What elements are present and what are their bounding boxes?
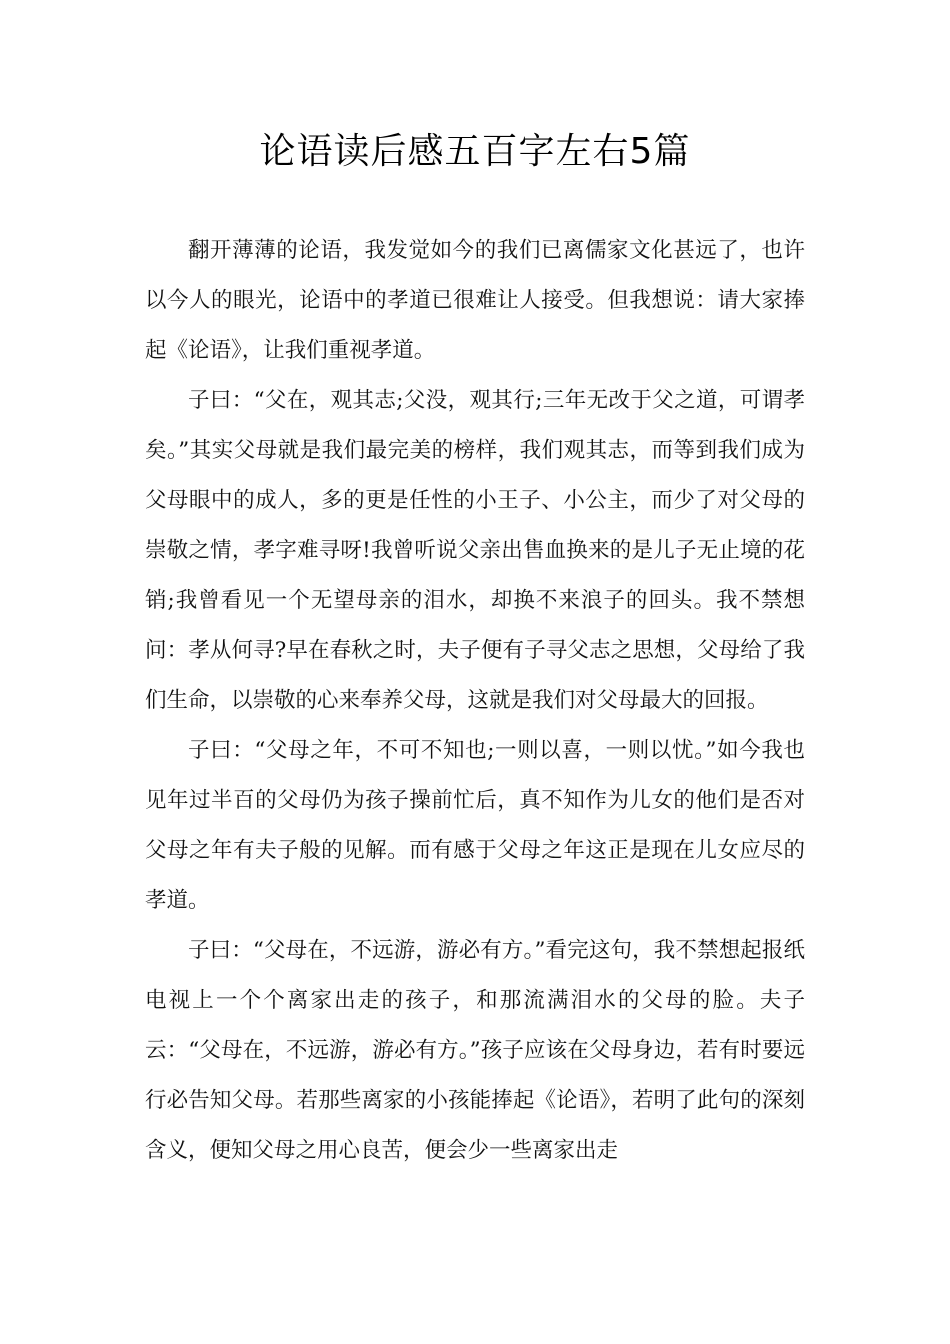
document-title: 论语读后感五百字左右5篇 xyxy=(259,131,691,172)
paragraph-1: 翻开薄薄的论语，我发觉如今的我们已离儒家文化甚远了，也许以今人的眼光，论语中的孝道已很难让人接受。但我想说：请大家捧起《论语》，让我们重视孝道。 xyxy=(145,238,805,363)
document-body xyxy=(145,226,805,1176)
paragraph-3: 子曰：“父母之年，不可不知也;一则以喜，一则以忧。”如今我也见年过半百的父母仍为孩子操前忙后，真不知作为儿女的他们是否对父母之年有夫子般的见解。而有感于父母之年这正是现在儿女应尽的孝道。 xyxy=(145,738,805,913)
paragraph-2: 子曰：“父在，观其志;父没，观其行;三年无改于父之道，可谓孝矣。”其实父母就是我们最完美的榜样，我们观其志，而等到我们成为父母眼中的成人，多的更是任性的小王子、小公主，而少了对父母的崇敬之情，孝字难寻呀!我曾听说父亲出售血换来的是儿子无止境的花销;我曾看见一个无望母亲的泪水，却换不来浪子的回头。我不禁想问：孝从何寻?早在春秋之时，夫子便有子寻父志之思想，父母给了我们生命，以崇敬的心来奉养父母，这就是我们对父母最大的回报。 xyxy=(145,388,805,713)
paragraph-4: 子曰：“父母在，不远游，游必有方。”看完这句，我不禁想起报纸电视上一个个离家出走的孩子，和那流满泪水的父母的脸。夫子云：“父母在，不远游，游必有方。”孩子应该在父母身边，若有时要远行必告知父母。若那些离家的小孩能捧起《论语》，若明了此句的深刻含义，便知父母之用心良苦，便会少一些离家出走 xyxy=(145,938,805,1163)
